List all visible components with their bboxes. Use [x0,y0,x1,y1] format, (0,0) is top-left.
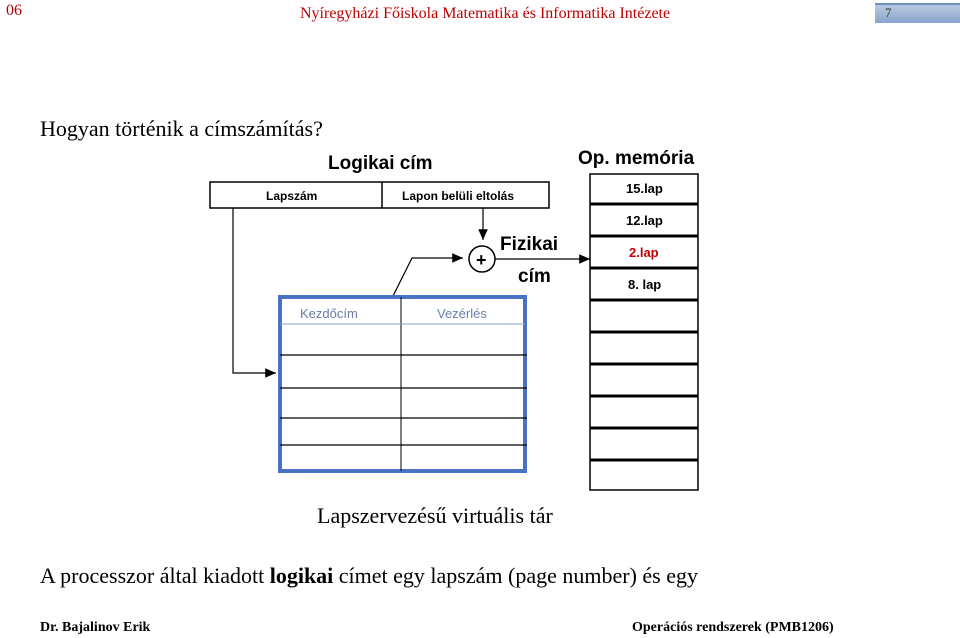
footer-author: Dr. Bajalinov Erik [40,620,151,635]
paragraph-after: címet egy lapszám (page number) és egy [333,563,698,588]
memory-page-8: 8. lap [628,277,662,292]
paragraph-before: A processzor által kiadott [40,563,270,588]
logical-address-label: Logikai cím [328,153,433,174]
paragraph-bold: logikai [269,563,334,588]
diagram-caption: Lapszervezésű virtuális tár [317,503,553,528]
memory-page-15: 15.lap [626,181,663,196]
offset-field: Lapon belüli eltolás [402,189,515,203]
physical-address-label-2: cím [518,266,551,287]
page-number-arrow [233,208,276,373]
institution-header: Nyíregyházi Főiskola Matematika és Informatika Intézete [300,5,671,22]
memory-page-12: 12.lap [626,213,663,228]
page-number: 7 [885,5,892,20]
slide-code: 06 [6,2,22,19]
page-number-field: Lapszám [266,189,318,203]
footer-course: Operációs rendszerek (PMB1206) [632,620,834,635]
body-paragraph [40,563,698,589]
memory-page-2: 2.lap [629,245,659,260]
page-table-header-control: Vezérlés [437,306,487,321]
adder-symbol: + [476,250,487,270]
memory-label: Op. memória [578,148,695,169]
slide-title: Hogyan történik a címszámítás? [40,116,323,141]
page-table-header-start: Kezdőcím [300,306,358,321]
physical-address-label-1: Fizikai [500,234,559,255]
